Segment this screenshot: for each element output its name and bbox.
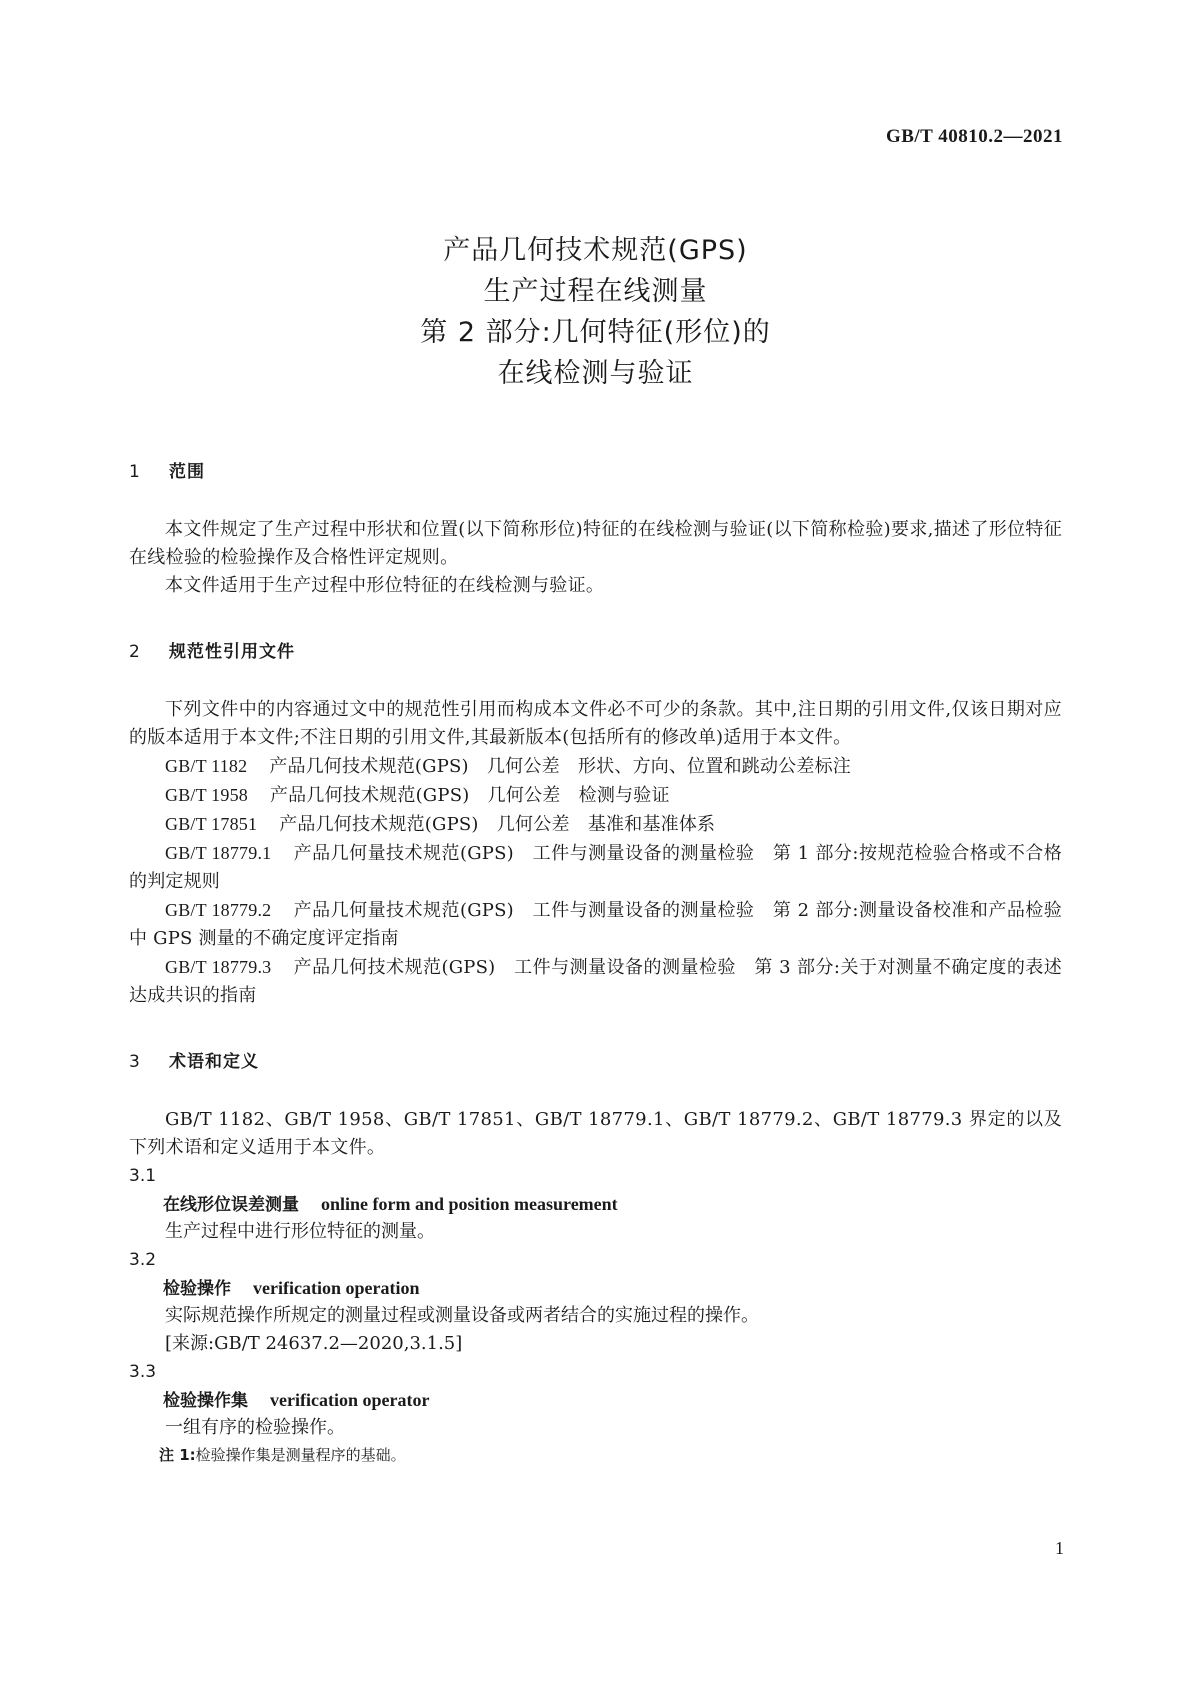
section-3-intro: GB/T 1182、GB/T 1958、GB/T 17851、GB/T 18779.1、GB/T 18779.2、GB/T 18779.3 界定的以及下列术语和定义适用于本文件。	[129, 1109, 1062, 1158]
section-2-title: 规范性引用文件	[169, 642, 295, 662]
term-en: verification operation	[253, 1278, 420, 1298]
term-heading	[129, 1386, 1062, 1414]
term-heading	[129, 1190, 1062, 1218]
term-number: 3.3	[129, 1362, 157, 1382]
section-3-heading	[129, 1048, 1062, 1076]
term-number: 3.1	[129, 1166, 157, 1186]
term-heading	[129, 1274, 1062, 1302]
reference-title: 产品几何量技术规范(GPS) 工件与测量设备的测量检验 第 1 部分:按规范检验合格或不合格的判定规则	[129, 843, 1062, 892]
reference-code: GB/T 1958	[165, 785, 248, 805]
section-2-number: 2	[129, 642, 141, 662]
reference-title: 产品几何技术规范(GPS) 几何公差 基准和基准体系	[279, 814, 716, 835]
note-label: 注 1:	[159, 1446, 196, 1464]
reference-code: GB/T 1182	[165, 756, 248, 776]
reference-item	[129, 781, 1062, 810]
note-text: 检验操作集是测量程序的基础。	[195, 1446, 406, 1464]
term-zh: 检验操作	[163, 1279, 231, 1299]
reference-code: GB/T 18779.2	[165, 900, 272, 920]
reference-code: GB/T 18779.3	[165, 957, 272, 977]
title-line-3: 第 2 部分:几何特征(形位)的	[420, 317, 771, 348]
page-number: 1	[1055, 1538, 1064, 1558]
reference-item	[129, 953, 1062, 1010]
section-1-number: 1	[129, 462, 141, 482]
term-note	[129, 1442, 1062, 1468]
section-1-title: 范围	[169, 462, 205, 482]
reference-item	[129, 896, 1062, 953]
reference-title: 产品几何技术规范(GPS) 几何公差 检测与验证	[269, 785, 670, 806]
reference-code: GB/T 17851	[165, 814, 258, 834]
section-1-heading	[129, 458, 1062, 486]
reference-item	[129, 752, 1062, 781]
term-definition: 一组有序的检验操作。	[165, 1417, 345, 1438]
term-en: verification operator	[270, 1390, 430, 1410]
title-line-2: 生产过程在线测量	[483, 276, 708, 307]
section-2-intro: 下列文件中的内容通过文中的规范性引用而构成本文件必不可少的条款。其中,注日期的引用文件,仅该日期对应的版本适用于本文件;不注日期的引用文件,其最新版本(包括所有的修改单)适用于本文件。	[129, 699, 1062, 748]
reference-title: 产品几何技术规范(GPS) 工件与测量设备的测量检验 第 3 部分:关于对测量不确定度的表述达成共识的指南	[129, 957, 1062, 1006]
term-source: [来源:GB/T 24637.2—2020,3.1.5]	[165, 1333, 463, 1354]
document-body	[129, 458, 1062, 1468]
term-en: online form and position measurement	[321, 1194, 618, 1214]
section-2-heading	[129, 638, 1062, 666]
reference-item	[129, 839, 1062, 896]
section-3-title: 术语和定义	[169, 1052, 259, 1072]
reference-code: GB/T 18779.1	[165, 843, 272, 863]
term-zh: 检验操作集	[163, 1391, 248, 1411]
document-title	[0, 230, 1191, 394]
section-3-number: 3	[129, 1052, 141, 1072]
standard-code: GB/T 40810.2—2021	[885, 126, 1063, 147]
section-1-paragraph-2: 本文件适用于生产过程中形位特征的在线检测与验证。	[165, 575, 605, 596]
reference-title: 产品几何技术规范(GPS) 几何公差 形状、方向、位置和跳动公差标注	[269, 756, 851, 777]
title-line-1: 产品几何技术规范(GPS)	[443, 235, 748, 266]
section-1-paragraph-1: 本文件规定了生产过程中形状和位置(以下简称形位)特征的在线检测与验证(以下简称检验)要求,描述了形位特征在线检验的检验操作及合格性评定规则。	[129, 519, 1062, 568]
title-line-4: 在线检测与验证	[497, 358, 694, 389]
term-number: 3.2	[129, 1250, 157, 1270]
reference-title: 产品几何量技术规范(GPS) 工件与测量设备的测量检验 第 2 部分:测量设备校准和产品检验中 GPS 测量的不确定度评定指南	[129, 900, 1062, 949]
term-definition: 生产过程中进行形位特征的测量。	[165, 1221, 435, 1242]
term-definition: 实际规范操作所规定的测量过程或测量设备或两者结合的实施过程的操作。	[165, 1305, 759, 1326]
reference-item	[129, 810, 1062, 839]
term-zh: 在线形位误差测量	[163, 1195, 299, 1215]
